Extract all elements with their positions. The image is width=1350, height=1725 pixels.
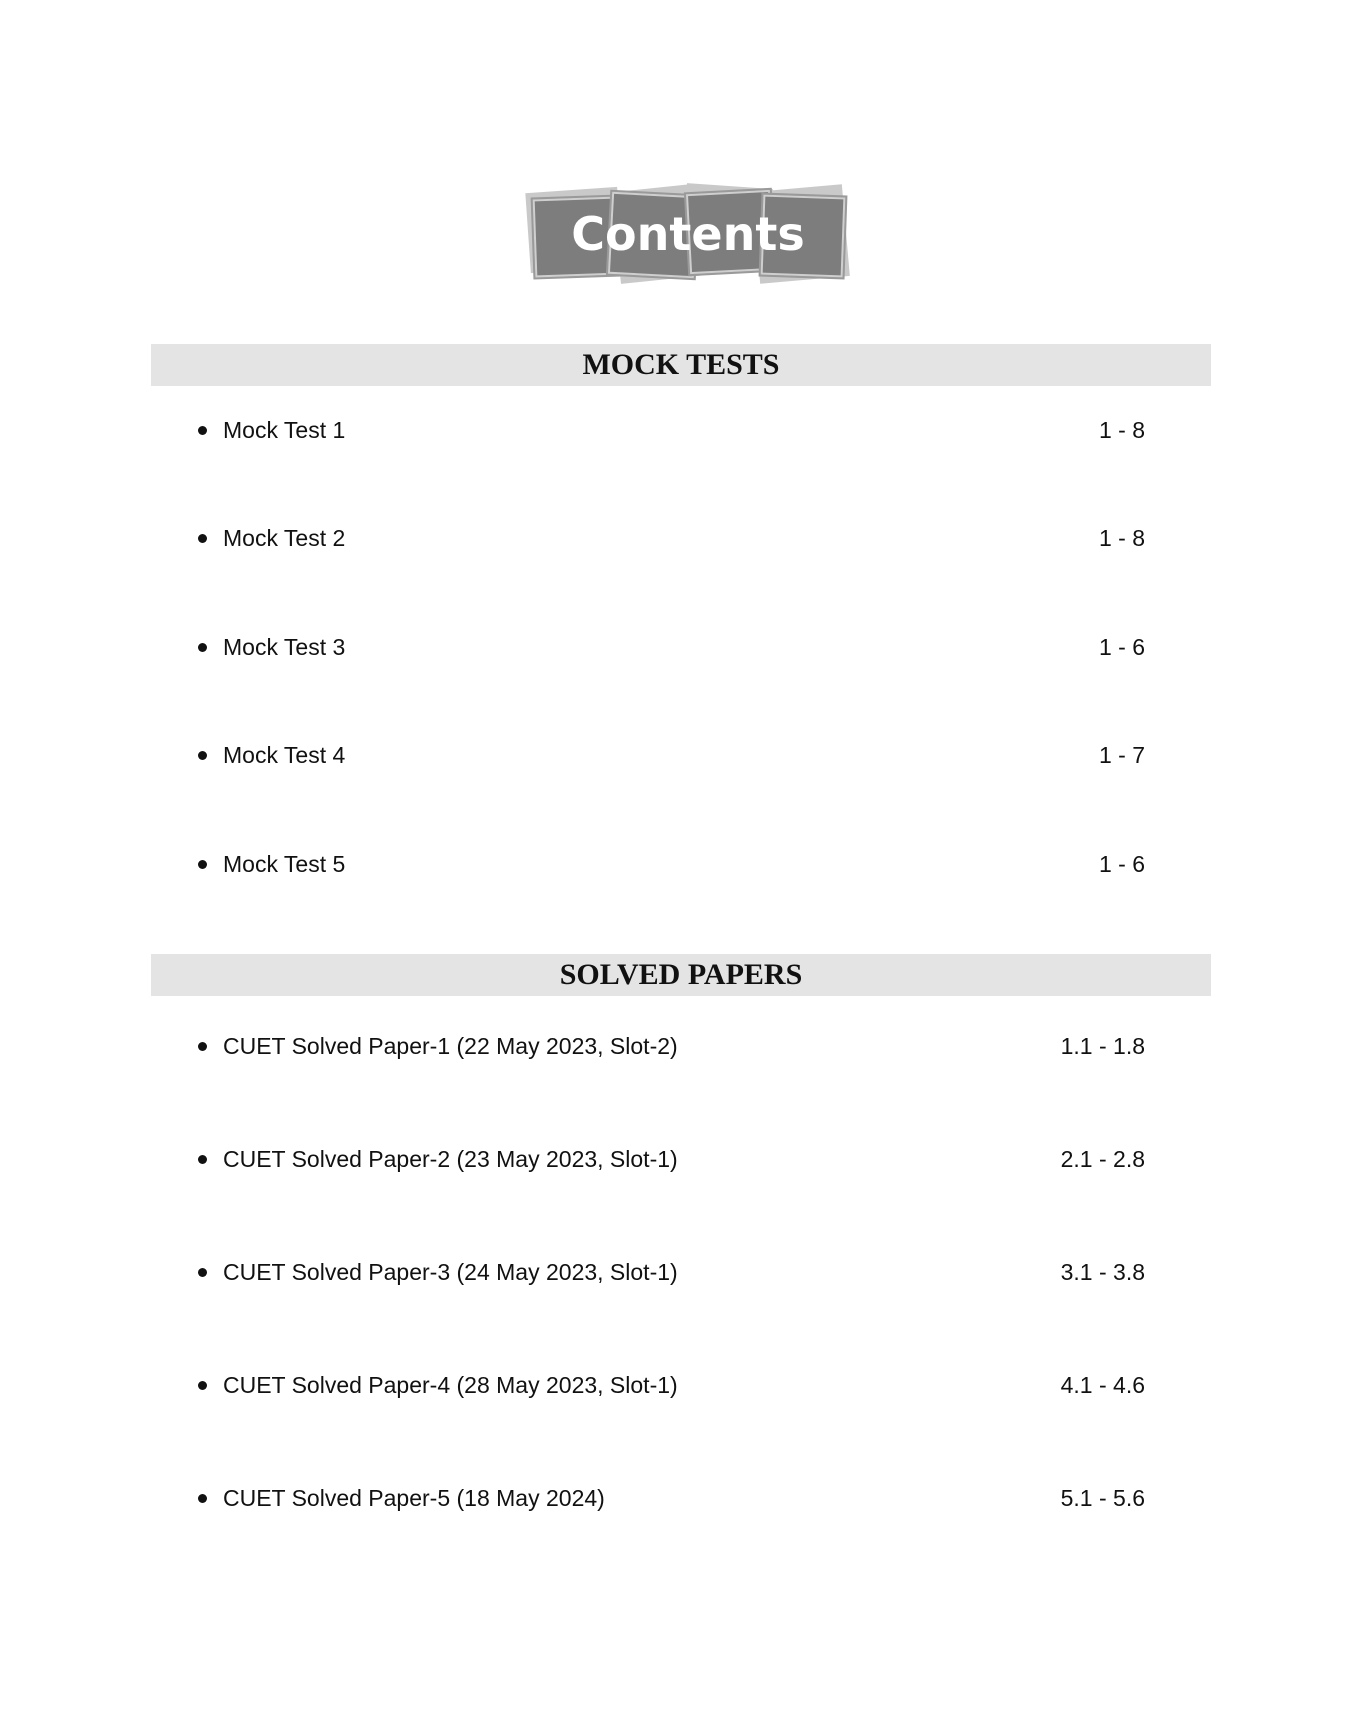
- toc-entry[interactable]: [195, 848, 1145, 880]
- toc-entry[interactable]: [195, 522, 1145, 554]
- toc-entry-pages: 1 - 8: [1098, 417, 1145, 443]
- toc-entry-label: Mock Test 3: [223, 634, 346, 660]
- toc-entry-label: Mock Test 4: [223, 742, 346, 768]
- toc-entry[interactable]: [195, 1482, 1145, 1514]
- bullet-icon: [198, 1155, 207, 1164]
- toc-entry-pages: 1 - 8: [1098, 525, 1145, 551]
- toc-entry-label: CUET Solved Paper-2 (23 May 2023, Slot-1): [223, 1146, 678, 1172]
- toc-entry[interactable]: [195, 1030, 1145, 1062]
- toc-entry[interactable]: [195, 1369, 1145, 1401]
- bullet-icon: [198, 751, 207, 760]
- bullet-icon: [198, 860, 207, 869]
- toc-entry-pages: 1 - 6: [1098, 851, 1145, 877]
- toc-entry-pages: 1 - 6: [1098, 634, 1145, 660]
- toc-entry-pages: 2.1 - 2.8: [1060, 1146, 1145, 1172]
- toc-entry-label: Mock Test 2: [223, 525, 346, 551]
- bullet-icon: [198, 1042, 207, 1051]
- toc-entry-label: CUET Solved Paper-5 (18 May 2024): [223, 1485, 605, 1511]
- bullet-icon: [198, 643, 207, 652]
- section-heading-solved-papers: SOLVED PAPERS: [151, 954, 1211, 996]
- bullet-icon: [198, 426, 207, 435]
- toc-entry-pages: 1 - 7: [1098, 742, 1145, 768]
- bullet-icon: [198, 1381, 207, 1390]
- section-heading-mock-tests: MOCK TESTS: [151, 344, 1211, 386]
- toc-entry-pages: 3.1 - 3.8: [1060, 1259, 1145, 1285]
- contents-logo-text: Contents: [571, 207, 805, 261]
- toc-entry-label: CUET Solved Paper-1 (22 May 2023, Slot-2): [223, 1033, 678, 1059]
- toc-entry-label: Mock Test 5: [223, 851, 346, 877]
- toc-entry[interactable]: [195, 1143, 1145, 1175]
- bullet-icon: [198, 1494, 207, 1503]
- toc-entry[interactable]: [195, 631, 1145, 663]
- toc-entry-pages: 1.1 - 1.8: [1060, 1033, 1145, 1059]
- toc-entry-label: CUET Solved Paper-3 (24 May 2023, Slot-1): [223, 1259, 678, 1285]
- toc-entry[interactable]: [195, 1256, 1145, 1288]
- toc-entry-pages: 5.1 - 5.6: [1060, 1485, 1145, 1511]
- toc-entry[interactable]: [195, 739, 1145, 771]
- toc-entry-pages: 4.1 - 4.6: [1060, 1372, 1145, 1398]
- toc-entry-label: Mock Test 1: [223, 417, 346, 443]
- bullet-icon: [198, 1268, 207, 1277]
- toc-entry-label: CUET Solved Paper-4 (28 May 2023, Slot-1): [223, 1372, 678, 1398]
- toc-entry[interactable]: [195, 414, 1145, 446]
- bullet-icon: [198, 534, 207, 543]
- contents-logo: [528, 184, 848, 290]
